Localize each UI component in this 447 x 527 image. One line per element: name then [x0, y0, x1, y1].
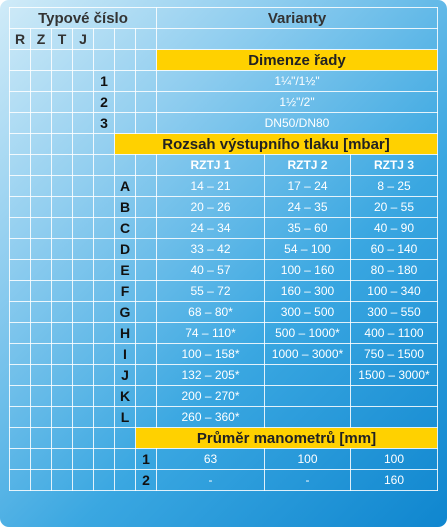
blank-cell — [115, 470, 136, 491]
blank-cell — [94, 323, 115, 344]
blank-cell — [94, 344, 115, 365]
blank-cell — [10, 92, 31, 113]
manometr-value: - — [265, 470, 351, 491]
blank-cell — [10, 428, 31, 449]
rozsah-value: 24 – 34 — [157, 218, 265, 239]
rozsah-value: 100 – 340 — [351, 281, 438, 302]
blank-cell — [94, 281, 115, 302]
blank-cell — [31, 470, 52, 491]
dimenze-value: 1¼"/1½" — [157, 71, 438, 92]
rozsah-value: 54 – 100 — [265, 239, 351, 260]
blank-cell — [73, 239, 94, 260]
blank-cell — [115, 428, 136, 449]
blank-cell — [52, 386, 73, 407]
blank-cell — [73, 281, 94, 302]
rozsah-value: 1000 – 3000* — [265, 344, 351, 365]
blank-cell — [136, 113, 157, 134]
rozsah-value: 60 – 140 — [351, 239, 438, 260]
rozsah-code: F — [115, 281, 136, 302]
blank-cell — [94, 470, 115, 491]
rozsah-value: 55 – 72 — [157, 281, 265, 302]
blank-cell — [52, 449, 73, 470]
rozsah-value: 1500 – 3000* — [351, 365, 438, 386]
blank-cell — [31, 428, 52, 449]
rozsah-value — [351, 407, 438, 428]
blank-cell — [52, 239, 73, 260]
manometr-code: 1 — [136, 449, 157, 470]
blank-cell — [136, 281, 157, 302]
blank-cell — [10, 449, 31, 470]
blank-cell — [136, 197, 157, 218]
blank-cell — [136, 260, 157, 281]
rozsah-value: 200 – 270* — [157, 386, 265, 407]
blank-cell — [31, 176, 52, 197]
blank-cell — [94, 239, 115, 260]
rozsah-code: A — [115, 176, 136, 197]
rozsah-value: 74 – 110* — [157, 323, 265, 344]
blank-cell — [52, 428, 73, 449]
blank-cell — [136, 323, 157, 344]
blank-cell — [94, 29, 115, 50]
blank-cell — [52, 365, 73, 386]
blank-cell — [31, 113, 52, 134]
blank-cell — [115, 155, 136, 176]
dimenze-code: 2 — [94, 92, 115, 113]
rozsah-value: 500 – 1000* — [265, 323, 351, 344]
rozsah-code: G — [115, 302, 136, 323]
rozsah-section-title: Rozsah výstupního tlaku [mbar] — [115, 134, 438, 155]
blank-cell — [10, 407, 31, 428]
blank-cell — [136, 71, 157, 92]
blank-cell — [52, 302, 73, 323]
rozsah-value: 750 – 1500 — [351, 344, 438, 365]
blank-cell — [73, 134, 94, 155]
blank-cell — [31, 449, 52, 470]
code-letter-t: T — [52, 29, 73, 50]
blank-cell — [52, 134, 73, 155]
blank-cell — [115, 92, 136, 113]
blank-cell — [94, 50, 115, 71]
blank-cell — [136, 239, 157, 260]
blank-cell — [73, 323, 94, 344]
dimenze-value: DN50/DN80 — [157, 113, 438, 134]
blank-cell — [73, 176, 94, 197]
rozsah-value — [265, 386, 351, 407]
rozsah-value: 17 – 24 — [265, 176, 351, 197]
blank-cell — [10, 302, 31, 323]
blank-cell — [73, 470, 94, 491]
blank-cell — [31, 302, 52, 323]
blank-cell — [10, 134, 31, 155]
blank-cell — [136, 29, 157, 50]
blank-cell — [31, 71, 52, 92]
rozsah-value — [265, 365, 351, 386]
blank-cell — [10, 470, 31, 491]
blank-cell — [52, 218, 73, 239]
blank-cell — [73, 365, 94, 386]
rozsah-value: 20 – 55 — [351, 197, 438, 218]
blank-cell — [10, 155, 31, 176]
blank-cell — [52, 71, 73, 92]
blank-cell — [73, 260, 94, 281]
rozsah-value: 68 – 80* — [157, 302, 265, 323]
rozsah-value: 80 – 180 — [351, 260, 438, 281]
blank-cell — [31, 218, 52, 239]
blank-cell — [94, 449, 115, 470]
rozsah-value: 300 – 550 — [351, 302, 438, 323]
dimenze-code: 3 — [94, 113, 115, 134]
rozsah-code: C — [115, 218, 136, 239]
blank-cell — [94, 218, 115, 239]
blank-cell — [157, 29, 438, 50]
rozsah-value: 33 – 42 — [157, 239, 265, 260]
blank-cell — [10, 323, 31, 344]
blank-cell — [73, 50, 94, 71]
rozsah-code: L — [115, 407, 136, 428]
blank-cell — [136, 386, 157, 407]
blank-cell — [73, 113, 94, 134]
rozsah-value: 24 – 35 — [265, 197, 351, 218]
blank-cell — [31, 407, 52, 428]
blank-cell — [136, 365, 157, 386]
blank-cell — [31, 50, 52, 71]
manometr-value: 100 — [265, 449, 351, 470]
rozsah-code: H — [115, 323, 136, 344]
blank-cell — [31, 92, 52, 113]
manometr-value: 160 — [351, 470, 438, 491]
manometr-code: 2 — [136, 470, 157, 491]
blank-cell — [10, 197, 31, 218]
type-code-table — [9, 7, 438, 491]
blank-cell — [10, 365, 31, 386]
rozsah-value — [265, 407, 351, 428]
blank-cell — [10, 386, 31, 407]
code-letter-j: J — [73, 29, 94, 50]
blank-cell — [52, 260, 73, 281]
blank-cell — [136, 155, 157, 176]
rozsah-code: K — [115, 386, 136, 407]
blank-cell — [52, 92, 73, 113]
blank-cell — [136, 92, 157, 113]
blank-cell — [73, 92, 94, 113]
rozsah-column-header: RZTJ 1 — [157, 155, 265, 176]
blank-cell — [31, 281, 52, 302]
blank-cell — [52, 470, 73, 491]
blank-cell — [136, 176, 157, 197]
rozsah-value: 8 – 25 — [351, 176, 438, 197]
blank-cell — [31, 344, 52, 365]
blank-cell — [10, 176, 31, 197]
blank-cell — [94, 302, 115, 323]
dimenze-value: 1½"/2" — [157, 92, 438, 113]
blank-cell — [52, 323, 73, 344]
blank-cell — [10, 344, 31, 365]
blank-cell — [52, 176, 73, 197]
rozsah-value: 40 – 57 — [157, 260, 265, 281]
blank-cell — [136, 407, 157, 428]
blank-cell — [31, 155, 52, 176]
blank-cell — [73, 71, 94, 92]
blank-cell — [10, 260, 31, 281]
rozsah-code: D — [115, 239, 136, 260]
blank-cell — [52, 281, 73, 302]
dimenze-section-title: Dimenze řady — [157, 50, 438, 71]
blank-cell — [52, 155, 73, 176]
rozsah-code: J — [115, 365, 136, 386]
blank-cell — [73, 218, 94, 239]
blank-cell — [10, 50, 31, 71]
rozsah-value: 400 – 1100 — [351, 323, 438, 344]
blank-cell — [31, 134, 52, 155]
blank-cell — [94, 260, 115, 281]
manometr-value: 100 — [351, 449, 438, 470]
typove-cislo-header: Typové číslo — [10, 8, 157, 29]
blank-cell — [115, 50, 136, 71]
rozsah-value — [351, 386, 438, 407]
blank-cell — [136, 218, 157, 239]
rozsah-code: E — [115, 260, 136, 281]
blank-cell — [73, 449, 94, 470]
blank-cell — [73, 428, 94, 449]
rozsah-code: B — [115, 197, 136, 218]
blank-cell — [94, 155, 115, 176]
rozsah-value: 260 – 360* — [157, 407, 265, 428]
code-letter-z: Z — [31, 29, 52, 50]
blank-cell — [136, 344, 157, 365]
code-letter-r: R — [10, 29, 31, 50]
manometr-section-title: Průměr manometrů [mm] — [136, 428, 438, 449]
blank-cell — [94, 197, 115, 218]
blank-cell — [136, 302, 157, 323]
blank-cell — [31, 365, 52, 386]
blank-cell — [94, 407, 115, 428]
blank-cell — [10, 71, 31, 92]
blank-cell — [94, 134, 115, 155]
blank-cell — [94, 176, 115, 197]
rozsah-code: I — [115, 344, 136, 365]
blank-cell — [115, 29, 136, 50]
rozsah-value: 300 – 500 — [265, 302, 351, 323]
blank-cell — [31, 386, 52, 407]
rozsah-column-header: RZTJ 2 — [265, 155, 351, 176]
rozsah-value: 40 – 90 — [351, 218, 438, 239]
blank-cell — [10, 113, 31, 134]
blank-cell — [73, 386, 94, 407]
blank-cell — [136, 50, 157, 71]
blank-cell — [31, 239, 52, 260]
dimenze-code: 1 — [94, 71, 115, 92]
blank-cell — [73, 197, 94, 218]
blank-cell — [94, 365, 115, 386]
blank-cell — [73, 344, 94, 365]
blank-cell — [52, 50, 73, 71]
blank-cell — [31, 197, 52, 218]
blank-cell — [52, 407, 73, 428]
blank-cell — [94, 386, 115, 407]
rozsah-value: 100 – 158* — [157, 344, 265, 365]
rozsah-value: 14 – 21 — [157, 176, 265, 197]
blank-cell — [31, 323, 52, 344]
blank-cell — [10, 281, 31, 302]
blank-cell — [52, 344, 73, 365]
blank-cell — [73, 407, 94, 428]
rozsah-value: 35 – 60 — [265, 218, 351, 239]
rozsah-value: 132 – 205* — [157, 365, 265, 386]
manometr-value: 63 — [157, 449, 265, 470]
rozsah-value: 160 – 300 — [265, 281, 351, 302]
blank-cell — [31, 260, 52, 281]
blank-cell — [73, 302, 94, 323]
blank-cell — [94, 428, 115, 449]
blank-cell — [10, 218, 31, 239]
blank-cell — [73, 155, 94, 176]
blank-cell — [52, 197, 73, 218]
manometr-value: - — [157, 470, 265, 491]
blank-cell — [115, 71, 136, 92]
blank-cell — [52, 113, 73, 134]
varianty-header: Varianty — [157, 8, 438, 29]
blank-cell — [115, 113, 136, 134]
blank-cell — [10, 239, 31, 260]
rozsah-value: 20 – 26 — [157, 197, 265, 218]
rozsah-value: 100 – 160 — [265, 260, 351, 281]
rozsah-column-header: RZTJ 3 — [351, 155, 438, 176]
blank-cell — [115, 449, 136, 470]
